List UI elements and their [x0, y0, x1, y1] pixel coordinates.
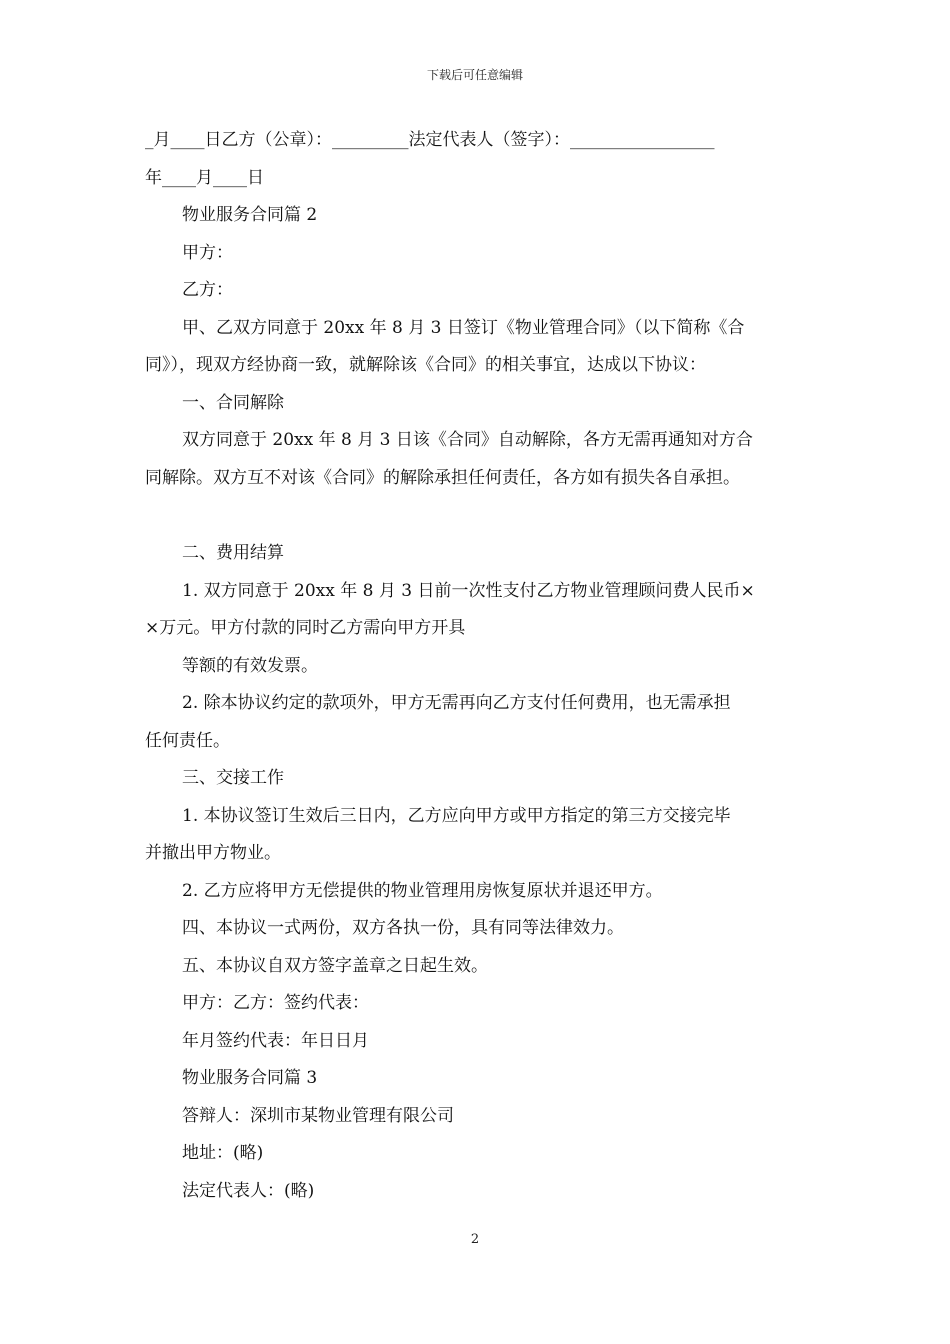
- signature-line-party-b: _月____日乙方（公章）：_________法定代表人（签字）：_________________: [145, 130, 715, 150]
- paragraph-handover-2: 2. 乙方应将甲方无偿提供的物业管理用房恢复原状并退还甲方。: [182, 880, 663, 901]
- paragraph-settlement-1-line-3: 等额的有效发票。: [182, 655, 318, 676]
- respondent-line: 答辩人：深圳市某物业管理有限公司: [182, 1105, 454, 1126]
- heading-handover: 三、交接工作: [182, 768, 284, 788]
- signature-parties: 甲方：乙方：签约代表：: [182, 993, 369, 1013]
- section-title-contract-2: 物业服务合同篇 2: [182, 205, 318, 225]
- paragraph-handover-1-line-1: 1. 本协议签订生效后三日内，乙方应向甲方或甲方指定的第三方交接完毕: [182, 805, 731, 826]
- paragraph-intro-line-2: 同》），现双方经协商一致，就解除该《合同》的相关事宜，达成以下协议：: [145, 355, 706, 375]
- clause-effective: 五、本协议自双方签字盖章之日起生效。: [182, 955, 488, 976]
- document-body: [145, 122, 815, 1210]
- paragraph-handover-1-line-2: 并撤出甲方物业。: [145, 843, 281, 863]
- paragraph-settlement-1-line-2: ×万元。甲方付款的同时乙方需向甲方开具: [145, 618, 466, 638]
- section-title-contract-3: 物业服务合同篇 3: [182, 1068, 318, 1088]
- party-b-label: 乙方：: [182, 280, 233, 300]
- paragraph-settlement-2-line-1: 2. 除本协议约定的款项外，甲方无需再向乙方支付任何费用，也无需承担: [182, 693, 731, 713]
- date-line: 年____月____日: [145, 167, 264, 188]
- legal-representative-line: 法定代表人：(略): [182, 1180, 315, 1201]
- clause-copies: 四、本协议一式两份，双方各执一份，具有同等法律效力。: [182, 918, 624, 938]
- paragraph-intro-line-1: 甲、乙双方同意于 20xx 年 8 月 3 日签订《物业管理合同》（以下简称《合: [182, 317, 745, 338]
- heading-settlement: 二、费用结算: [182, 543, 284, 563]
- blank-line: [145, 497, 815, 535]
- page-number: 2: [470, 1232, 480, 1247]
- signature-dates: 年月签约代表：年日日月: [182, 1030, 369, 1051]
- paragraph-settlement-2-line-2: 任何责任。: [145, 730, 230, 751]
- page-header: 下载后可任意编辑: [426, 68, 523, 82]
- paragraph-termination-line-2: 同解除。双方互不对该《合同》的解除承担任何责任，各方如有损失各自承担。: [145, 467, 740, 488]
- heading-termination: 一、合同解除: [182, 392, 284, 413]
- address-line: 地址：(略): [182, 1143, 264, 1163]
- party-a-label: 甲方：: [182, 242, 233, 263]
- paragraph-settlement-1-line-1: 1. 双方同意于 20xx 年 8 月 3 日前一次性支付乙方物业管理顾问费人民币×: [182, 580, 755, 601]
- paragraph-termination-line-1: 双方同意于 20xx 年 8 月 3 日该《合同》自动解除，各方无需再通知对方合: [182, 430, 753, 450]
